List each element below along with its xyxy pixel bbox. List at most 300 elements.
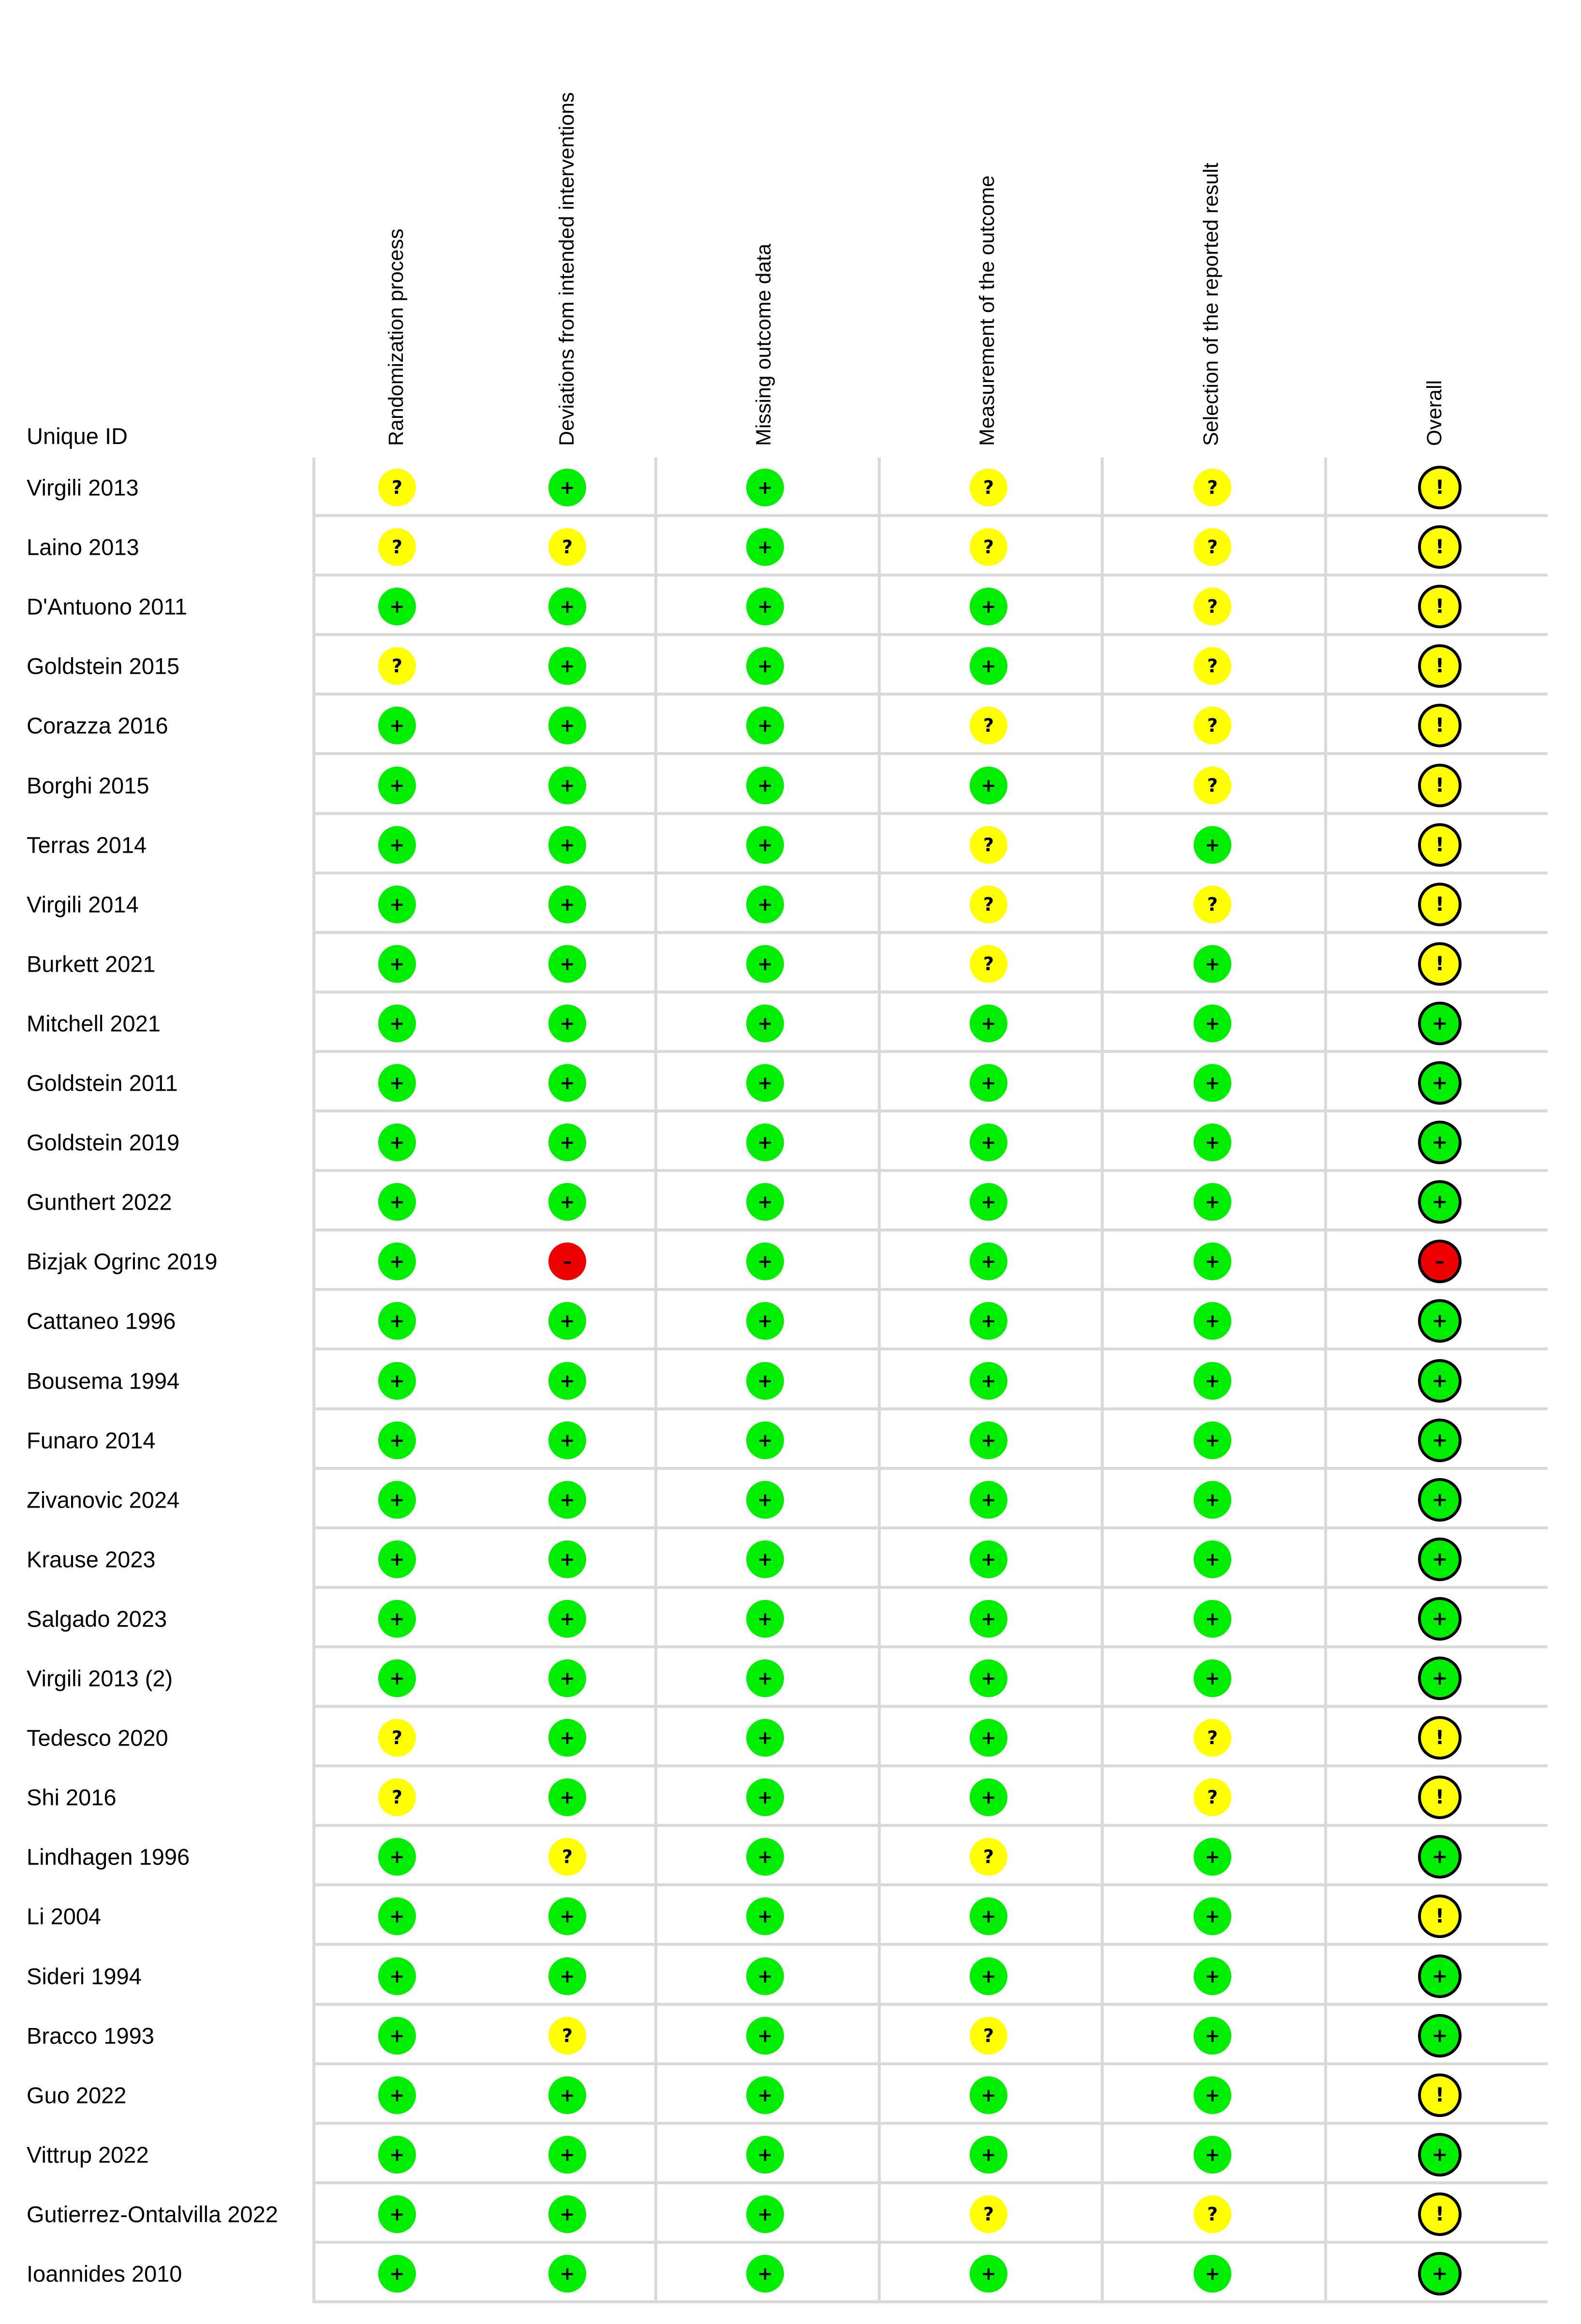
overall-low-risk-icon [1418, 1061, 1462, 1105]
judgement-symbol: ? [983, 715, 994, 737]
judgement-symbol: + [560, 655, 575, 677]
judgement-symbol: + [389, 1012, 405, 1034]
row-divider [312, 2300, 1548, 2303]
judgement-symbol: + [981, 774, 996, 796]
row-divider [312, 1467, 1548, 1470]
judgement-symbol: + [1432, 1310, 1448, 1332]
judgement-symbol: + [560, 715, 575, 737]
judgement-symbol: + [389, 1191, 405, 1213]
some-concerns-icon [1194, 707, 1231, 744]
low-risk-icon [1194, 2255, 1231, 2293]
low-risk-icon [970, 1124, 1007, 1161]
low-risk-icon [548, 886, 586, 923]
judgement-symbol: + [757, 2263, 773, 2284]
judgement-symbol: ! [1435, 476, 1445, 499]
judgement-symbol: + [1432, 1965, 1448, 1987]
column-divider [878, 458, 881, 2303]
judgement-symbol: + [757, 1251, 773, 1273]
low-risk-icon [746, 528, 784, 566]
table-row [0, 1112, 1581, 1172]
judgement-symbol: + [389, 1429, 405, 1451]
study-id: Salgado 2023 [27, 1606, 167, 1632]
judgement-symbol: + [757, 1012, 773, 1034]
header-missing-outcome-data: Missing outcome data [752, 243, 775, 446]
judgement-symbol: + [389, 953, 405, 975]
low-risk-icon [970, 767, 1007, 804]
table-row [0, 755, 1581, 815]
low-risk-icon [746, 647, 784, 685]
judgement-symbol: + [560, 1191, 575, 1213]
judgement-symbol: ! [1435, 1727, 1445, 1749]
study-id: Bracco 1993 [27, 2023, 154, 2049]
study-id: Goldstein 2015 [27, 653, 180, 679]
judgement-symbol: ? [1207, 1787, 1218, 1808]
low-risk-icon [1194, 1600, 1231, 1638]
table-row [0, 1708, 1581, 1767]
some-concerns-icon [1194, 647, 1231, 685]
table-row [0, 1231, 1581, 1291]
study-id: Bizjak Ogrinc 2019 [27, 1248, 218, 1274]
low-risk-icon [746, 1005, 784, 1042]
table-row [0, 1410, 1581, 1470]
low-risk-icon [548, 1540, 586, 1578]
judgement-symbol: + [981, 1132, 996, 1154]
overall-some-concerns-icon [1418, 466, 1462, 509]
row-divider [312, 1169, 1548, 1172]
low-risk-icon [378, 2136, 416, 2174]
judgement-symbol: ! [1435, 1786, 1445, 1809]
judgement-symbol: ? [1207, 477, 1218, 498]
judgement-symbol: + [560, 1370, 575, 1391]
judgement-symbol: + [981, 1787, 996, 1808]
low-risk-icon [970, 1243, 1007, 1280]
low-risk-icon [378, 707, 416, 744]
judgement-symbol: + [757, 2203, 773, 2225]
study-id: Krause 2023 [27, 1546, 156, 1572]
table-row [0, 934, 1581, 993]
judgement-symbol: + [981, 1072, 996, 1094]
low-risk-icon [970, 588, 1007, 625]
low-risk-icon [378, 588, 416, 625]
judgement-symbol: + [1205, 1429, 1220, 1451]
row-divider [312, 872, 1548, 874]
table-row [0, 1470, 1581, 1529]
judgement-symbol: + [757, 893, 773, 915]
judgement-symbol: + [981, 1727, 996, 1749]
low-risk-icon [548, 945, 586, 983]
low-risk-icon [970, 1362, 1007, 1400]
low-risk-icon [378, 1183, 416, 1221]
table-row [0, 1827, 1581, 1886]
row-divider [312, 1705, 1548, 1708]
judgement-symbol: ? [1207, 774, 1218, 796]
judgement-symbol: + [757, 1906, 773, 1927]
table-row [0, 1291, 1581, 1350]
judgement-symbol: + [757, 1489, 773, 1510]
judgement-symbol: ! [1435, 833, 1445, 856]
judgement-symbol: ? [1207, 596, 1218, 618]
judgement-symbol: + [1205, 1132, 1220, 1154]
low-risk-icon [1194, 826, 1231, 864]
column-divider [1324, 458, 1327, 2303]
judgement-symbol: + [389, 1548, 405, 1570]
table-row [0, 577, 1581, 636]
low-risk-icon [1194, 2136, 1231, 2174]
judgement-symbol: ! [1435, 536, 1445, 559]
low-risk-icon [746, 707, 784, 744]
low-risk-icon [746, 1421, 784, 1459]
judgement-symbol: + [757, 1727, 773, 1749]
low-risk-icon [1194, 1243, 1231, 1280]
low-risk-icon [746, 1778, 784, 1816]
judgement-symbol: + [389, 1310, 405, 1332]
judgement-symbol: ? [983, 834, 994, 856]
judgement-symbol: + [757, 655, 773, 677]
judgement-symbol: + [981, 1668, 996, 1689]
some-concerns-icon [548, 1838, 586, 1876]
judgement-symbol: + [981, 1370, 996, 1391]
low-risk-icon [548, 2076, 586, 2114]
judgement-symbol: + [560, 1548, 575, 1570]
judgement-symbol: ! [1435, 952, 1445, 975]
judgement-symbol: + [560, 1489, 575, 1510]
judgement-symbol: + [560, 953, 575, 975]
judgement-symbol: + [757, 715, 773, 737]
overall-some-concerns-icon [1418, 2073, 1462, 2117]
table-row [0, 2125, 1581, 2184]
row-divider [312, 1645, 1548, 1648]
study-id: Shi 2016 [27, 1784, 117, 1810]
study-id: Zivanovic 2024 [27, 1487, 180, 1513]
overall-low-risk-icon [1418, 1002, 1462, 1045]
judgement-symbol: + [389, 774, 405, 796]
overall-some-concerns-icon [1418, 644, 1462, 688]
judgement-symbol: ? [983, 1846, 994, 1868]
judgement-symbol: + [757, 953, 773, 975]
judgement-symbol: + [757, 1965, 773, 1987]
low-risk-icon [1194, 1659, 1231, 1697]
low-risk-icon [970, 1957, 1007, 1995]
study-id: Li 2004 [27, 1903, 102, 1929]
low-risk-icon [378, 1064, 416, 1102]
judgement-symbol: + [389, 2025, 405, 2046]
judgement-symbol: + [1432, 2143, 1448, 2166]
judgement-symbol: + [389, 1489, 405, 1510]
low-risk-icon [378, 767, 416, 804]
overall-low-risk-icon [1418, 1657, 1462, 1700]
row-divider [312, 812, 1548, 815]
row-divider [312, 693, 1548, 696]
judgement-symbol: ? [561, 536, 573, 558]
row-divider [312, 1407, 1548, 1410]
judgement-symbol: + [757, 2144, 773, 2165]
judgement-symbol: + [981, 1965, 996, 1987]
judgement-symbol: + [560, 1310, 575, 1332]
overall-some-concerns-icon [1418, 883, 1462, 926]
judgement-symbol: + [389, 2084, 405, 2106]
low-risk-icon [970, 1481, 1007, 1519]
low-risk-icon [746, 1897, 784, 1935]
low-risk-icon [746, 1064, 784, 1102]
low-risk-icon [746, 1540, 784, 1578]
row-divider [312, 574, 1548, 577]
judgement-symbol: + [981, 1251, 996, 1273]
row-divider [312, 1764, 1548, 1767]
judgement-symbol: + [1205, 2144, 1220, 2165]
judgement-symbol: ? [983, 2025, 994, 2046]
judgement-symbol: + [560, 834, 575, 856]
row-divider [312, 2241, 1548, 2244]
row-divider [312, 752, 1548, 755]
low-risk-icon [548, 1302, 586, 1340]
low-risk-icon [548, 1421, 586, 1459]
low-risk-icon [1194, 2017, 1231, 2055]
judgement-symbol: + [560, 596, 575, 618]
judgement-symbol: ? [1207, 2203, 1218, 2225]
some-concerns-icon [1194, 528, 1231, 566]
judgement-symbol: ! [1435, 655, 1445, 678]
judgement-symbol: + [389, 834, 405, 856]
low-risk-icon [1194, 1362, 1231, 1400]
low-risk-icon [548, 1600, 586, 1638]
judgement-symbol: + [1205, 2263, 1220, 2284]
some-concerns-icon [1194, 588, 1231, 625]
judgement-symbol: + [560, 893, 575, 915]
low-risk-icon [746, 1124, 784, 1161]
judgement-symbol: ! [1435, 1905, 1445, 1928]
some-concerns-icon [1194, 469, 1231, 506]
judgement-symbol: ? [561, 2025, 573, 2046]
low-risk-icon [970, 2255, 1007, 2293]
judgement-symbol: + [757, 2025, 773, 2046]
judgement-symbol: + [1205, 2084, 1220, 2106]
judgement-symbol: ? [561, 1846, 573, 1868]
low-risk-icon [746, 2136, 784, 2174]
table-row [0, 993, 1581, 1053]
judgement-symbol: + [560, 477, 575, 498]
judgement-symbol: ! [1435, 595, 1445, 618]
table-row [0, 1886, 1581, 1946]
judgement-symbol: + [560, 1906, 575, 1927]
judgement-symbol: + [1205, 1608, 1220, 1629]
study-id: Goldstein 2011 [27, 1070, 178, 1096]
low-risk-icon [548, 2136, 586, 2174]
row-divider [312, 514, 1548, 517]
judgement-symbol: + [757, 1072, 773, 1094]
low-risk-icon [1194, 945, 1231, 983]
study-id: Bousema 1994 [27, 1368, 180, 1393]
row-divider [312, 2003, 1548, 2006]
low-risk-icon [378, 1302, 416, 1340]
table-row [0, 1172, 1581, 1231]
low-risk-icon [746, 2017, 784, 2055]
study-id: Mitchell 2021 [27, 1010, 161, 1036]
header-selection-of-the-reported-result: Selection of the reported result [1199, 163, 1223, 446]
judgement-symbol: + [981, 1906, 996, 1927]
low-risk-icon [746, 1600, 784, 1638]
judgement-symbol: + [757, 536, 773, 558]
low-risk-icon [378, 1600, 416, 1638]
header-randomization-process: Randomization process [384, 228, 408, 446]
low-risk-icon [548, 1183, 586, 1221]
judgement-symbol: + [560, 1965, 575, 1987]
some-concerns-icon [970, 2017, 1007, 2055]
study-id: Goldstein 2019 [27, 1129, 180, 1155]
study-id: Lindhagen 1996 [27, 1844, 190, 1870]
overall-some-concerns-icon [1418, 525, 1462, 569]
low-risk-icon [746, 2195, 784, 2233]
judgement-symbol: + [560, 1132, 575, 1154]
judgement-symbol: + [1432, 1429, 1448, 1451]
low-risk-icon [746, 1302, 784, 1340]
low-risk-icon [1194, 1481, 1231, 1519]
table-row [0, 696, 1581, 755]
judgement-symbol: ? [983, 893, 994, 915]
low-risk-icon [378, 826, 416, 864]
table-row [0, 1053, 1581, 1112]
high-risk-icon [548, 1243, 586, 1280]
judgement-symbol: + [981, 1608, 996, 1629]
study-id: D'Antuono 2011 [27, 593, 188, 620]
overall-some-concerns-icon [1418, 942, 1462, 986]
overall-low-risk-icon [1418, 1121, 1462, 1164]
low-risk-icon [378, 2076, 416, 2114]
row-divider [312, 1883, 1548, 1886]
some-concerns-icon [1194, 886, 1231, 923]
judgement-symbol: + [389, 893, 405, 915]
judgement-symbol: + [981, 1310, 996, 1332]
low-risk-icon [970, 1778, 1007, 1816]
row-divider [312, 1288, 1548, 1291]
low-risk-icon [548, 1124, 586, 1161]
low-risk-icon [1194, 1838, 1231, 1876]
low-risk-icon [746, 1481, 784, 1519]
low-risk-icon [378, 886, 416, 923]
judgement-symbol: + [1432, 2263, 1448, 2285]
low-risk-icon [548, 1719, 586, 1757]
low-risk-icon [1194, 1540, 1231, 1578]
table-row [0, 1529, 1581, 1589]
some-concerns-icon [970, 2195, 1007, 2233]
low-risk-icon [970, 1540, 1007, 1578]
judgement-symbol: + [757, 1668, 773, 1689]
judgement-symbol: + [389, 1132, 405, 1154]
study-id: Guo 2022 [27, 2082, 127, 2108]
low-risk-icon [970, 647, 1007, 685]
judgement-symbol: + [757, 1846, 773, 1868]
low-risk-icon [548, 767, 586, 804]
overall-some-concerns-icon [1418, 1716, 1462, 1760]
overall-low-risk-icon [1418, 1359, 1462, 1403]
judgement-symbol: + [560, 1787, 575, 1808]
overall-some-concerns-icon [1418, 2192, 1462, 2236]
low-risk-icon [548, 1481, 586, 1519]
overall-low-risk-icon [1418, 1538, 1462, 1581]
overall-low-risk-icon [1418, 2014, 1462, 2058]
judgement-symbol: + [981, 2144, 996, 2165]
low-risk-icon [970, 2076, 1007, 2114]
overall-low-risk-icon [1418, 1835, 1462, 1879]
some-concerns-icon [1194, 1719, 1231, 1757]
judgement-symbol: + [1205, 1548, 1220, 1570]
some-concerns-icon [548, 528, 586, 566]
study-id: Terras 2014 [27, 832, 147, 858]
judgement-symbol: + [1432, 2024, 1448, 2047]
header-overall: Overall [1423, 380, 1446, 446]
judgement-symbol: – [562, 1251, 572, 1273]
judgement-symbol: + [1432, 1667, 1448, 1689]
judgement-symbol: + [389, 1608, 405, 1629]
low-risk-icon [378, 945, 416, 983]
overall-some-concerns-icon [1418, 1776, 1462, 1819]
table-row [0, 1946, 1581, 2006]
some-concerns-icon [1194, 1778, 1231, 1816]
low-risk-icon [548, 588, 586, 625]
row-divider [312, 1229, 1548, 1231]
low-risk-icon [548, 647, 586, 685]
judgement-symbol: + [981, 1548, 996, 1570]
judgement-symbol: ? [391, 477, 403, 498]
judgement-symbol: + [560, 2203, 575, 2225]
low-risk-icon [746, 1243, 784, 1280]
low-risk-icon [378, 1124, 416, 1161]
judgement-symbol: + [757, 774, 773, 796]
judgement-symbol: + [560, 774, 575, 796]
table-row [0, 874, 1581, 934]
low-risk-icon [746, 1957, 784, 1995]
low-risk-icon [548, 2255, 586, 2293]
low-risk-icon [746, 2255, 784, 2293]
some-concerns-icon [970, 945, 1007, 983]
low-risk-icon [378, 1659, 416, 1697]
judgement-symbol: + [757, 1310, 773, 1332]
judgement-symbol: + [1205, 2025, 1220, 2046]
judgement-symbol: + [757, 596, 773, 618]
row-divider [312, 2122, 1548, 2125]
judgement-symbol: ! [1435, 2084, 1445, 2106]
judgement-symbol: + [1205, 953, 1220, 975]
row-divider [312, 1347, 1548, 1350]
judgement-symbol: ? [391, 1727, 403, 1749]
judgement-symbol: + [1432, 1548, 1448, 1570]
low-risk-icon [746, 588, 784, 625]
judgement-symbol: + [981, 596, 996, 618]
judgement-symbol: + [560, 1668, 575, 1689]
judgement-symbol: + [1205, 1191, 1220, 1213]
column-divider [654, 458, 657, 2303]
judgement-symbol: + [1205, 1906, 1220, 1927]
judgement-symbol: + [1205, 1370, 1220, 1391]
judgement-symbol: + [757, 1370, 773, 1391]
study-id: Gutierrez-Ontalvilla 2022 [27, 2201, 278, 2227]
some-concerns-icon [378, 469, 416, 506]
low-risk-icon [1194, 1897, 1231, 1935]
low-risk-icon [378, 1362, 416, 1400]
low-risk-icon [970, 1600, 1007, 1638]
judgement-symbol: ! [1435, 714, 1445, 737]
judgement-symbol: + [757, 1787, 773, 1808]
low-risk-icon [746, 767, 784, 804]
low-risk-icon [970, 1064, 1007, 1102]
table-row [0, 2065, 1581, 2125]
low-risk-icon [746, 1183, 784, 1221]
some-concerns-icon [970, 826, 1007, 864]
low-risk-icon [378, 1243, 416, 1280]
low-risk-icon [1194, 1005, 1231, 1042]
some-concerns-icon [970, 1838, 1007, 1876]
low-risk-icon [746, 1838, 784, 1876]
low-risk-icon [746, 2076, 784, 2114]
